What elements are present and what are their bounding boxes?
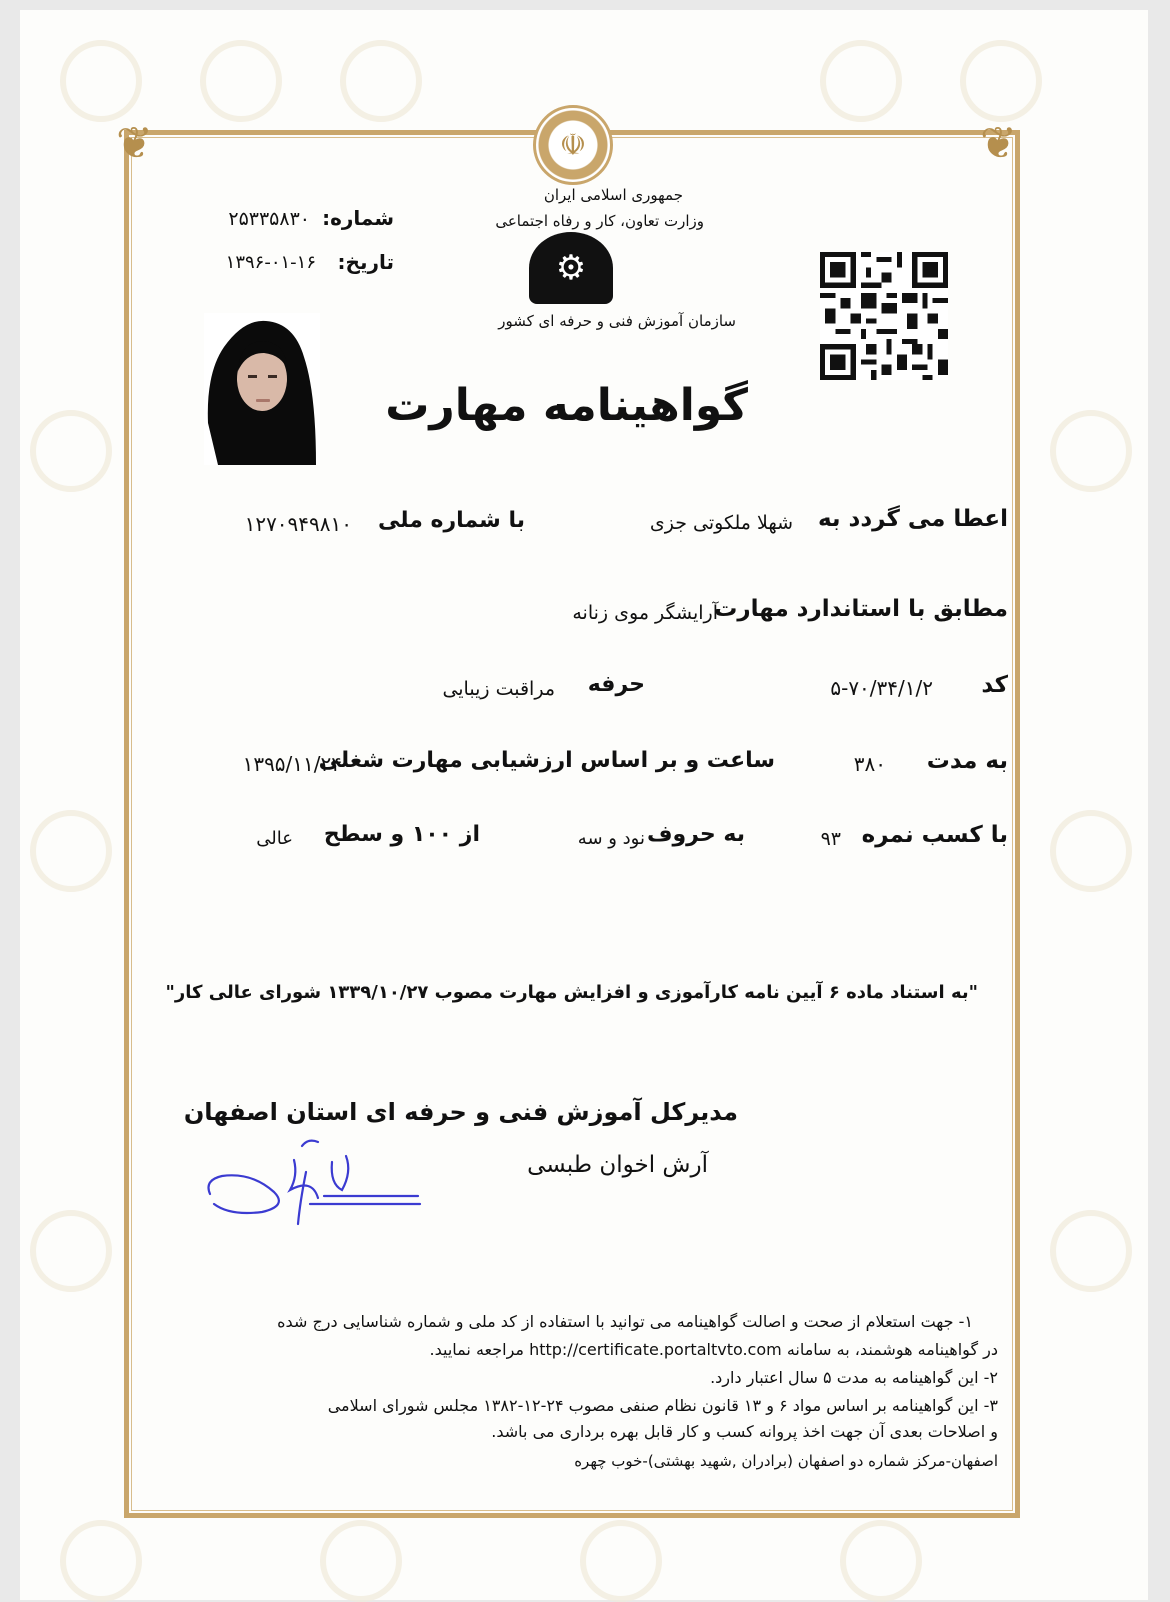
national-id-value: ۱۲۷۰۹۴۹۸۱۰: [244, 512, 352, 536]
date-label: تاریخ:: [337, 250, 394, 274]
level-value: عالی: [256, 828, 293, 849]
national-id-label: با شماره ملی: [378, 508, 525, 533]
corner-ornament-left-icon: ❦: [116, 118, 153, 169]
trade-value: مراقبت زیبایی: [442, 678, 555, 700]
certificate-title: گواهینامه مهارت: [385, 380, 748, 431]
country-name: جمهوری اسلامی ایران: [543, 186, 683, 204]
code-label: کد: [981, 672, 1008, 698]
organization-name: سازمان آموزش فنی و حرفه ای کشور: [498, 312, 736, 330]
duration-label: به مدت: [926, 748, 1008, 774]
center-address: اصفهان-مرکز شماره دو اصفهان (برادران ,شهید بهشتی)-خوب چهره: [574, 1452, 998, 1470]
certificate-sheet: [20, 10, 1148, 1600]
corner-ornament-right-icon: ❦: [980, 118, 1017, 169]
awarded-label: اعطا می گردد به: [817, 506, 1008, 532]
iran-emblem-icon: ☫: [533, 105, 613, 185]
code-value: ۵-۷۰/۳۴/۱/۲: [830, 676, 933, 700]
awarded-value: شهلا ملکوتی جزی: [649, 512, 793, 534]
score-label: با کسب نمره: [861, 822, 1008, 848]
signatory-name: آرش اخوان طبسی: [527, 1152, 708, 1178]
note-line: ۲- این گواهینامه به مدت ۵ سال اعتبار دارد.: [710, 1368, 998, 1387]
standard-value: آرایشگر موی زنانه: [572, 602, 718, 624]
standard-label: مطابق با استاندارد مهارت: [714, 596, 1008, 622]
trade-label: حرفه: [587, 672, 645, 697]
qr-code-icon: [820, 252, 948, 380]
hours-label: ساعت و بر اساس ارزشیابی مهارت شغلی: [318, 748, 775, 773]
tvto-logo-icon: ⚙: [529, 232, 613, 304]
date-value: ۱۳۹۶-۰۱-۱۶: [225, 252, 316, 273]
note-line: و اصلاحات بعدی آن جهت اخذ پروانه کسب و کار قابل بهره برداری می باشد.: [491, 1422, 998, 1441]
note-line: در گواهینامه هوشمند، به سامانه http://certificate.portaltvto.com مراجعه نمایید.: [429, 1340, 998, 1359]
score-value: ۹۳: [820, 828, 841, 850]
holder-photo: [204, 313, 320, 465]
signature-icon: [202, 1132, 422, 1230]
number-value: ۲۵۳۳۵۸۳۰: [228, 208, 310, 230]
duration-value: ۳۸۰: [853, 752, 886, 776]
in-words-label: به حروف: [646, 822, 745, 847]
legal-statement: "به استناد ماده ۶ آیین نامه کارآموزی و افزایش مهارت مصوب ۱۳۳۹/۱۰/۲۷ شورای عالی کار": [165, 982, 978, 1003]
note-line: ۱- جهت استعلام از صحت و اصالت گواهینامه می توانید با استفاده از کد ملی و شماره شناسایی درج شده: [277, 1312, 973, 1331]
assessment-date: ۱۳۹۵/۱۱/۲۴: [242, 752, 342, 776]
out-of-label: از ۱۰۰ و سطح: [323, 822, 480, 847]
number-label: شماره:: [322, 206, 394, 230]
note-line: ۳- این گواهینامه بر اساس مواد ۶ و ۱۳ قانون نظام صنفی مصوب ۲۴-۱۲-۱۳۸۲ مجلس شورای اسلامی: [327, 1396, 998, 1415]
in-words-value: نود و سه: [577, 828, 645, 849]
signatory-title: مدیرکل آموزش فنی و حرفه ای استان اصفهان: [183, 1098, 738, 1126]
ministry-name: وزارت تعاون، کار و رفاه اجتماعی: [495, 212, 704, 230]
